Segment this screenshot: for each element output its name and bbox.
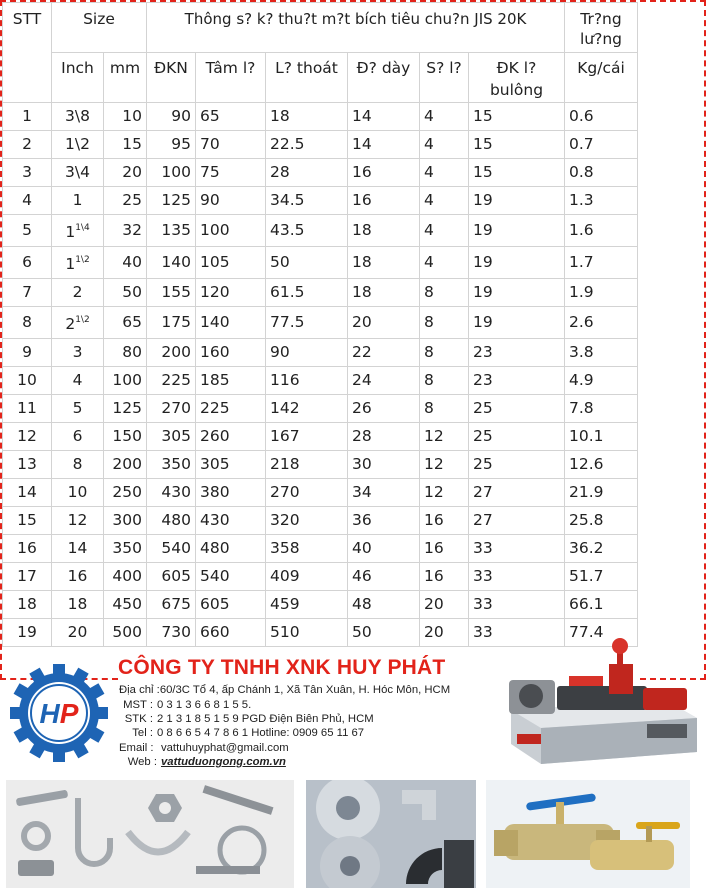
inch-fraction: 1\4 <box>75 223 90 233</box>
cell-do-day: 14 <box>348 131 420 159</box>
table-row <box>3 563 638 591</box>
cell-inch: 6 <box>52 423 104 451</box>
cell-do-day: 18 <box>348 215 420 247</box>
cell-mm: 500 <box>104 619 147 647</box>
cell-tam-lo: 660 <box>196 619 266 647</box>
cell-dkn: 225 <box>147 367 196 395</box>
cell-dk-lo-bulong: 15 <box>469 103 565 131</box>
cell-tam-lo: 140 <box>196 307 266 339</box>
cell-dkn: 200 <box>147 339 196 367</box>
cell-so-lo: 4 <box>420 215 469 247</box>
cell-dk-lo-bulong: 25 <box>469 395 565 423</box>
cell-tam-lo: 605 <box>196 591 266 619</box>
cell-mm: 300 <box>104 507 147 535</box>
cell-dk-lo-bulong: 33 <box>469 535 565 563</box>
svg-text:HP <box>40 698 79 729</box>
cell-do-day: 18 <box>348 279 420 307</box>
cell-inch: 8 <box>52 451 104 479</box>
col-header-spec-title: Thông s? k? thu?t m?t bích tiêu chu?n JIS 20K <box>147 3 565 53</box>
cell-tam-lo: 100 <box>196 215 266 247</box>
cell-do-day: 22 <box>348 339 420 367</box>
cell-so-lo: 8 <box>420 307 469 339</box>
table-row <box>3 187 638 215</box>
cell-stt: 7 <box>3 279 52 307</box>
cell-so-lo: 16 <box>420 507 469 535</box>
tel-value: 0 8 6 6 5 4 7 8 6 1 Hotline: 0909 65 11 67 <box>157 727 365 739</box>
flange-spec-table <box>2 2 638 647</box>
cell-dkn: 540 <box>147 535 196 563</box>
table-row <box>3 451 638 479</box>
col-header-do-day: Đ? dày <box>348 53 420 103</box>
cell-tam-lo: 430 <box>196 507 266 535</box>
cell-stt: 4 <box>3 187 52 215</box>
table-row <box>3 367 638 395</box>
cell-so-lo: 8 <box>420 279 469 307</box>
cell-mm: 50 <box>104 279 147 307</box>
cell-do-day: 16 <box>348 187 420 215</box>
cell-stt: 12 <box>3 423 52 451</box>
company-name: CÔNG TY TNHH XNK HUY PHÁT <box>118 656 446 679</box>
cell-weight: 0.6 <box>565 103 638 131</box>
cell-tam-lo: 70 <box>196 131 266 159</box>
tel-label: Tel : <box>132 727 153 739</box>
cell-do-day: 40 <box>348 535 420 563</box>
stk-line <box>119 713 374 725</box>
tel-line <box>119 727 364 739</box>
cell-do-day: 28 <box>348 423 420 451</box>
cell-inch: 14 <box>52 535 104 563</box>
email-value[interactable]: vattuhuyphat@gmail.com <box>161 742 289 754</box>
cell-dkn: 430 <box>147 479 196 507</box>
cell-inch: 16 <box>52 563 104 591</box>
cell-weight: 1.3 <box>565 187 638 215</box>
cell-do-day: 16 <box>348 159 420 187</box>
cell-dk-lo-bulong: 19 <box>469 279 565 307</box>
cell-lo-thoat: 270 <box>266 479 348 507</box>
table-row <box>3 479 638 507</box>
logo-letter-h: H <box>39 698 60 729</box>
col-header-inch: Inch <box>52 53 104 103</box>
table-row <box>3 591 638 619</box>
cell-mm: 40 <box>104 247 147 279</box>
inch-whole: 2 <box>65 315 76 333</box>
cell-dkn: 135 <box>147 215 196 247</box>
cell-dk-lo-bulong: 27 <box>469 479 565 507</box>
table-row <box>3 507 638 535</box>
cell-lo-thoat: 459 <box>266 591 348 619</box>
cell-so-lo: 16 <box>420 563 469 591</box>
cell-lo-thoat: 142 <box>266 395 348 423</box>
col-header-mm: mm <box>104 53 147 103</box>
cell-do-day: 24 <box>348 367 420 395</box>
logo-gear-tooth <box>53 748 65 762</box>
cell-lo-thoat: 61.5 <box>266 279 348 307</box>
cell-lo-thoat: 116 <box>266 367 348 395</box>
table-row <box>3 395 638 423</box>
cell-so-lo: 20 <box>420 619 469 647</box>
email-label: Email : <box>119 742 154 754</box>
web-label: Web : <box>127 756 157 768</box>
cell-dk-lo-bulong: 15 <box>469 159 565 187</box>
table-row <box>3 247 638 279</box>
cell-dk-lo-bulong: 27 <box>469 507 565 535</box>
cell-mm: 350 <box>104 535 147 563</box>
cell-so-lo: 20 <box>420 591 469 619</box>
cell-mm: 400 <box>104 563 147 591</box>
cell-stt: 6 <box>3 247 52 279</box>
cell-so-lo: 4 <box>420 131 469 159</box>
col-header-lo-thoat: L? thoát <box>266 53 348 103</box>
inch-whole: 1 <box>65 255 76 273</box>
cell-weight: 21.9 <box>565 479 638 507</box>
cell-do-day: 36 <box>348 507 420 535</box>
cell-weight: 1.6 <box>565 215 638 247</box>
cell-stt: 13 <box>3 451 52 479</box>
cell-do-day: 30 <box>348 451 420 479</box>
cell-so-lo: 8 <box>420 395 469 423</box>
cell-stt: 5 <box>3 215 52 247</box>
logo-gear-tooth <box>10 707 24 719</box>
cell-mm: 150 <box>104 423 147 451</box>
cell-weight: 0.8 <box>565 159 638 187</box>
cell-mm: 200 <box>104 451 147 479</box>
email-line <box>119 742 289 754</box>
cell-inch: 5 <box>52 395 104 423</box>
cell-dkn: 730 <box>147 619 196 647</box>
cell-dkn: 305 <box>147 423 196 451</box>
cell-do-day: 14 <box>348 103 420 131</box>
cell-weight: 51.7 <box>565 563 638 591</box>
col-header-dkn: ĐKN <box>147 53 196 103</box>
cell-lo-thoat: 22.5 <box>266 131 348 159</box>
cell-do-day: 34 <box>348 479 420 507</box>
cell-inch: 10 <box>52 479 104 507</box>
cell-mm: 125 <box>104 395 147 423</box>
cell-so-lo: 16 <box>420 535 469 563</box>
cell-mm: 250 <box>104 479 147 507</box>
logo-gear-tooth <box>94 707 108 719</box>
cell-inch: 3\8 <box>52 103 104 131</box>
cell-weight: 10.1 <box>565 423 638 451</box>
cell-weight: 1.9 <box>565 279 638 307</box>
cell-dk-lo-bulong: 33 <box>469 591 565 619</box>
cell-dkn: 95 <box>147 131 196 159</box>
table-row <box>3 159 638 187</box>
cell-dk-lo-bulong: 19 <box>469 247 565 279</box>
address-value: 60/3C Tổ 4, ấp Chánh 1, Xã Tân Xuân, H. Hóc Môn, HCM <box>159 684 451 696</box>
steel-flanges-and-elbows-photo <box>306 780 476 888</box>
cell-tam-lo: 540 <box>196 563 266 591</box>
col-header-tam-lo: Tâm l? <box>196 53 266 103</box>
cell-stt: 10 <box>3 367 52 395</box>
cell-dk-lo-bulong: 33 <box>469 563 565 591</box>
cell-lo-thoat: 510 <box>266 619 348 647</box>
cell-lo-thoat: 218 <box>266 451 348 479</box>
cell-inch: 1\2 <box>52 131 104 159</box>
cell-tam-lo: 380 <box>196 479 266 507</box>
col-header-dk-lo-bulong: ĐK l? bulông <box>469 53 565 103</box>
cell-inch <box>52 307 104 339</box>
inch-whole: 1 <box>65 223 76 241</box>
cell-dkn: 175 <box>147 307 196 339</box>
cell-stt: 18 <box>3 591 52 619</box>
cell-weight: 36.2 <box>565 535 638 563</box>
cell-tam-lo: 225 <box>196 395 266 423</box>
cell-weight: 66.1 <box>565 591 638 619</box>
cell-dkn: 140 <box>147 247 196 279</box>
cell-lo-thoat: 320 <box>266 507 348 535</box>
cell-lo-thoat: 34.5 <box>266 187 348 215</box>
cell-inch: 4 <box>52 367 104 395</box>
cell-inch <box>52 215 104 247</box>
cell-mm: 80 <box>104 339 147 367</box>
cell-mm: 20 <box>104 159 147 187</box>
mst-line <box>119 699 251 711</box>
cell-so-lo: 8 <box>420 339 469 367</box>
cell-stt: 8 <box>3 307 52 339</box>
cell-weight: 12.6 <box>565 451 638 479</box>
cell-weight: 0.7 <box>565 131 638 159</box>
cell-stt: 1 <box>3 103 52 131</box>
table-row <box>3 307 638 339</box>
cell-tam-lo: 65 <box>196 103 266 131</box>
cell-weight: 25.8 <box>565 507 638 535</box>
col-header-so-lo: S? l? <box>420 53 469 103</box>
cell-so-lo: 12 <box>420 423 469 451</box>
table-row <box>3 279 638 307</box>
cell-weight: 3.8 <box>565 339 638 367</box>
cell-tam-lo: 305 <box>196 451 266 479</box>
cell-dkn: 90 <box>147 103 196 131</box>
cell-so-lo: 4 <box>420 187 469 215</box>
cell-dkn: 350 <box>147 451 196 479</box>
cell-lo-thoat: 409 <box>266 563 348 591</box>
cell-do-day: 50 <box>348 619 420 647</box>
cell-dk-lo-bulong: 23 <box>469 339 565 367</box>
cell-lo-thoat: 167 <box>266 423 348 451</box>
brass-ball-valves-photo <box>486 780 690 888</box>
cell-dk-lo-bulong: 15 <box>469 131 565 159</box>
cell-stt: 9 <box>3 339 52 367</box>
cell-mm: 32 <box>104 215 147 247</box>
cell-do-day: 26 <box>348 395 420 423</box>
cell-tam-lo: 480 <box>196 535 266 563</box>
table-row <box>3 535 638 563</box>
cell-tam-lo: 75 <box>196 159 266 187</box>
cell-inch: 12 <box>52 507 104 535</box>
cell-weight: 7.8 <box>565 395 638 423</box>
cell-stt: 14 <box>3 479 52 507</box>
cell-mm: 100 <box>104 367 147 395</box>
cell-lo-thoat: 90 <box>266 339 348 367</box>
cell-stt: 2 <box>3 131 52 159</box>
cell-stt: 15 <box>3 507 52 535</box>
cell-stt: 16 <box>3 535 52 563</box>
cell-mm: 450 <box>104 591 147 619</box>
cell-mm: 15 <box>104 131 147 159</box>
table-row <box>3 339 638 367</box>
cell-inch: 1 <box>52 187 104 215</box>
cell-lo-thoat: 50 <box>266 247 348 279</box>
cell-tam-lo: 105 <box>196 247 266 279</box>
cell-so-lo: 4 <box>420 247 469 279</box>
cell-dkn: 480 <box>147 507 196 535</box>
cell-tam-lo: 185 <box>196 367 266 395</box>
cell-mm: 10 <box>104 103 147 131</box>
cell-inch: 2 <box>52 279 104 307</box>
inch-fraction: 1\2 <box>75 255 90 265</box>
inch-fraction: 1\2 <box>75 315 90 325</box>
cell-dkn: 605 <box>147 563 196 591</box>
cell-lo-thoat: 358 <box>266 535 348 563</box>
cell-weight: 77.4 <box>565 619 638 647</box>
cell-weight: 2.6 <box>565 307 638 339</box>
cell-mm: 65 <box>104 307 147 339</box>
table-row <box>3 103 638 131</box>
cell-dk-lo-bulong: 19 <box>469 187 565 215</box>
mst-label: MST : <box>123 699 153 711</box>
cell-dk-lo-bulong: 33 <box>469 619 565 647</box>
cell-dk-lo-bulong: 25 <box>469 423 565 451</box>
address-label: Địa chỉ : <box>119 684 160 696</box>
cell-mm: 25 <box>104 187 147 215</box>
cell-tam-lo: 160 <box>196 339 266 367</box>
cell-do-day: 46 <box>348 563 420 591</box>
cell-inch: 20 <box>52 619 104 647</box>
cell-dk-lo-bulong: 19 <box>469 215 565 247</box>
cell-so-lo: 12 <box>420 451 469 479</box>
cell-stt: 17 <box>3 563 52 591</box>
cell-weight: 4.9 <box>565 367 638 395</box>
stk-value: 2 1 3 1 8 5 1 5 9 PGD Điện Biên Phủ, HCM <box>157 713 374 725</box>
cell-lo-thoat: 18 <box>266 103 348 131</box>
cell-weight: 1.7 <box>565 247 638 279</box>
cell-so-lo: 8 <box>420 367 469 395</box>
mst-value: 0 3 1 3 6 6 8 1 5 5. <box>157 699 252 711</box>
col-header-size: Size <box>52 3 147 53</box>
cell-inch: 3 <box>52 339 104 367</box>
stk-label: STK : <box>124 713 153 725</box>
cell-lo-thoat: 77.5 <box>266 307 348 339</box>
cell-so-lo: 4 <box>420 159 469 187</box>
cell-dk-lo-bulong: 25 <box>469 451 565 479</box>
cell-dk-lo-bulong: 23 <box>469 367 565 395</box>
cell-dkn: 270 <box>147 395 196 423</box>
cell-stt: 11 <box>3 395 52 423</box>
cell-do-day: 20 <box>348 307 420 339</box>
web-line <box>119 756 286 768</box>
logo-letter-p: P <box>59 698 79 729</box>
cell-dk-lo-bulong: 19 <box>469 307 565 339</box>
col-header-weight: Tr?ng lư?ng <box>565 3 638 53</box>
cell-tam-lo: 260 <box>196 423 266 451</box>
cell-tam-lo: 90 <box>196 187 266 215</box>
cell-inch: 3\4 <box>52 159 104 187</box>
col-header-stt: STT <box>3 3 52 103</box>
cell-dkn: 100 <box>147 159 196 187</box>
cell-dkn: 125 <box>147 187 196 215</box>
cell-stt: 3 <box>3 159 52 187</box>
cell-so-lo: 4 <box>420 103 469 131</box>
logo-gear-tooth <box>53 664 65 678</box>
pipe-threading-machine-image <box>497 636 703 772</box>
cell-so-lo: 12 <box>420 479 469 507</box>
table-row <box>3 131 638 159</box>
cell-inch: 18 <box>52 591 104 619</box>
cell-dkn: 155 <box>147 279 196 307</box>
address-line <box>119 684 450 696</box>
company-logo <box>8 662 110 764</box>
cell-lo-thoat: 43.5 <box>266 215 348 247</box>
web-link[interactable]: vattuduongong.com.vn <box>161 756 286 768</box>
cell-dkn: 675 <box>147 591 196 619</box>
table-row <box>3 215 638 247</box>
cell-do-day: 18 <box>348 247 420 279</box>
cell-do-day: 48 <box>348 591 420 619</box>
table-row <box>3 423 638 451</box>
cell-lo-thoat: 28 <box>266 159 348 187</box>
hardware-fittings-photo <box>6 780 294 888</box>
col-header-unit: Kg/cái <box>565 53 638 103</box>
cell-tam-lo: 120 <box>196 279 266 307</box>
cell-stt: 19 <box>3 619 52 647</box>
cell-inch <box>52 247 104 279</box>
